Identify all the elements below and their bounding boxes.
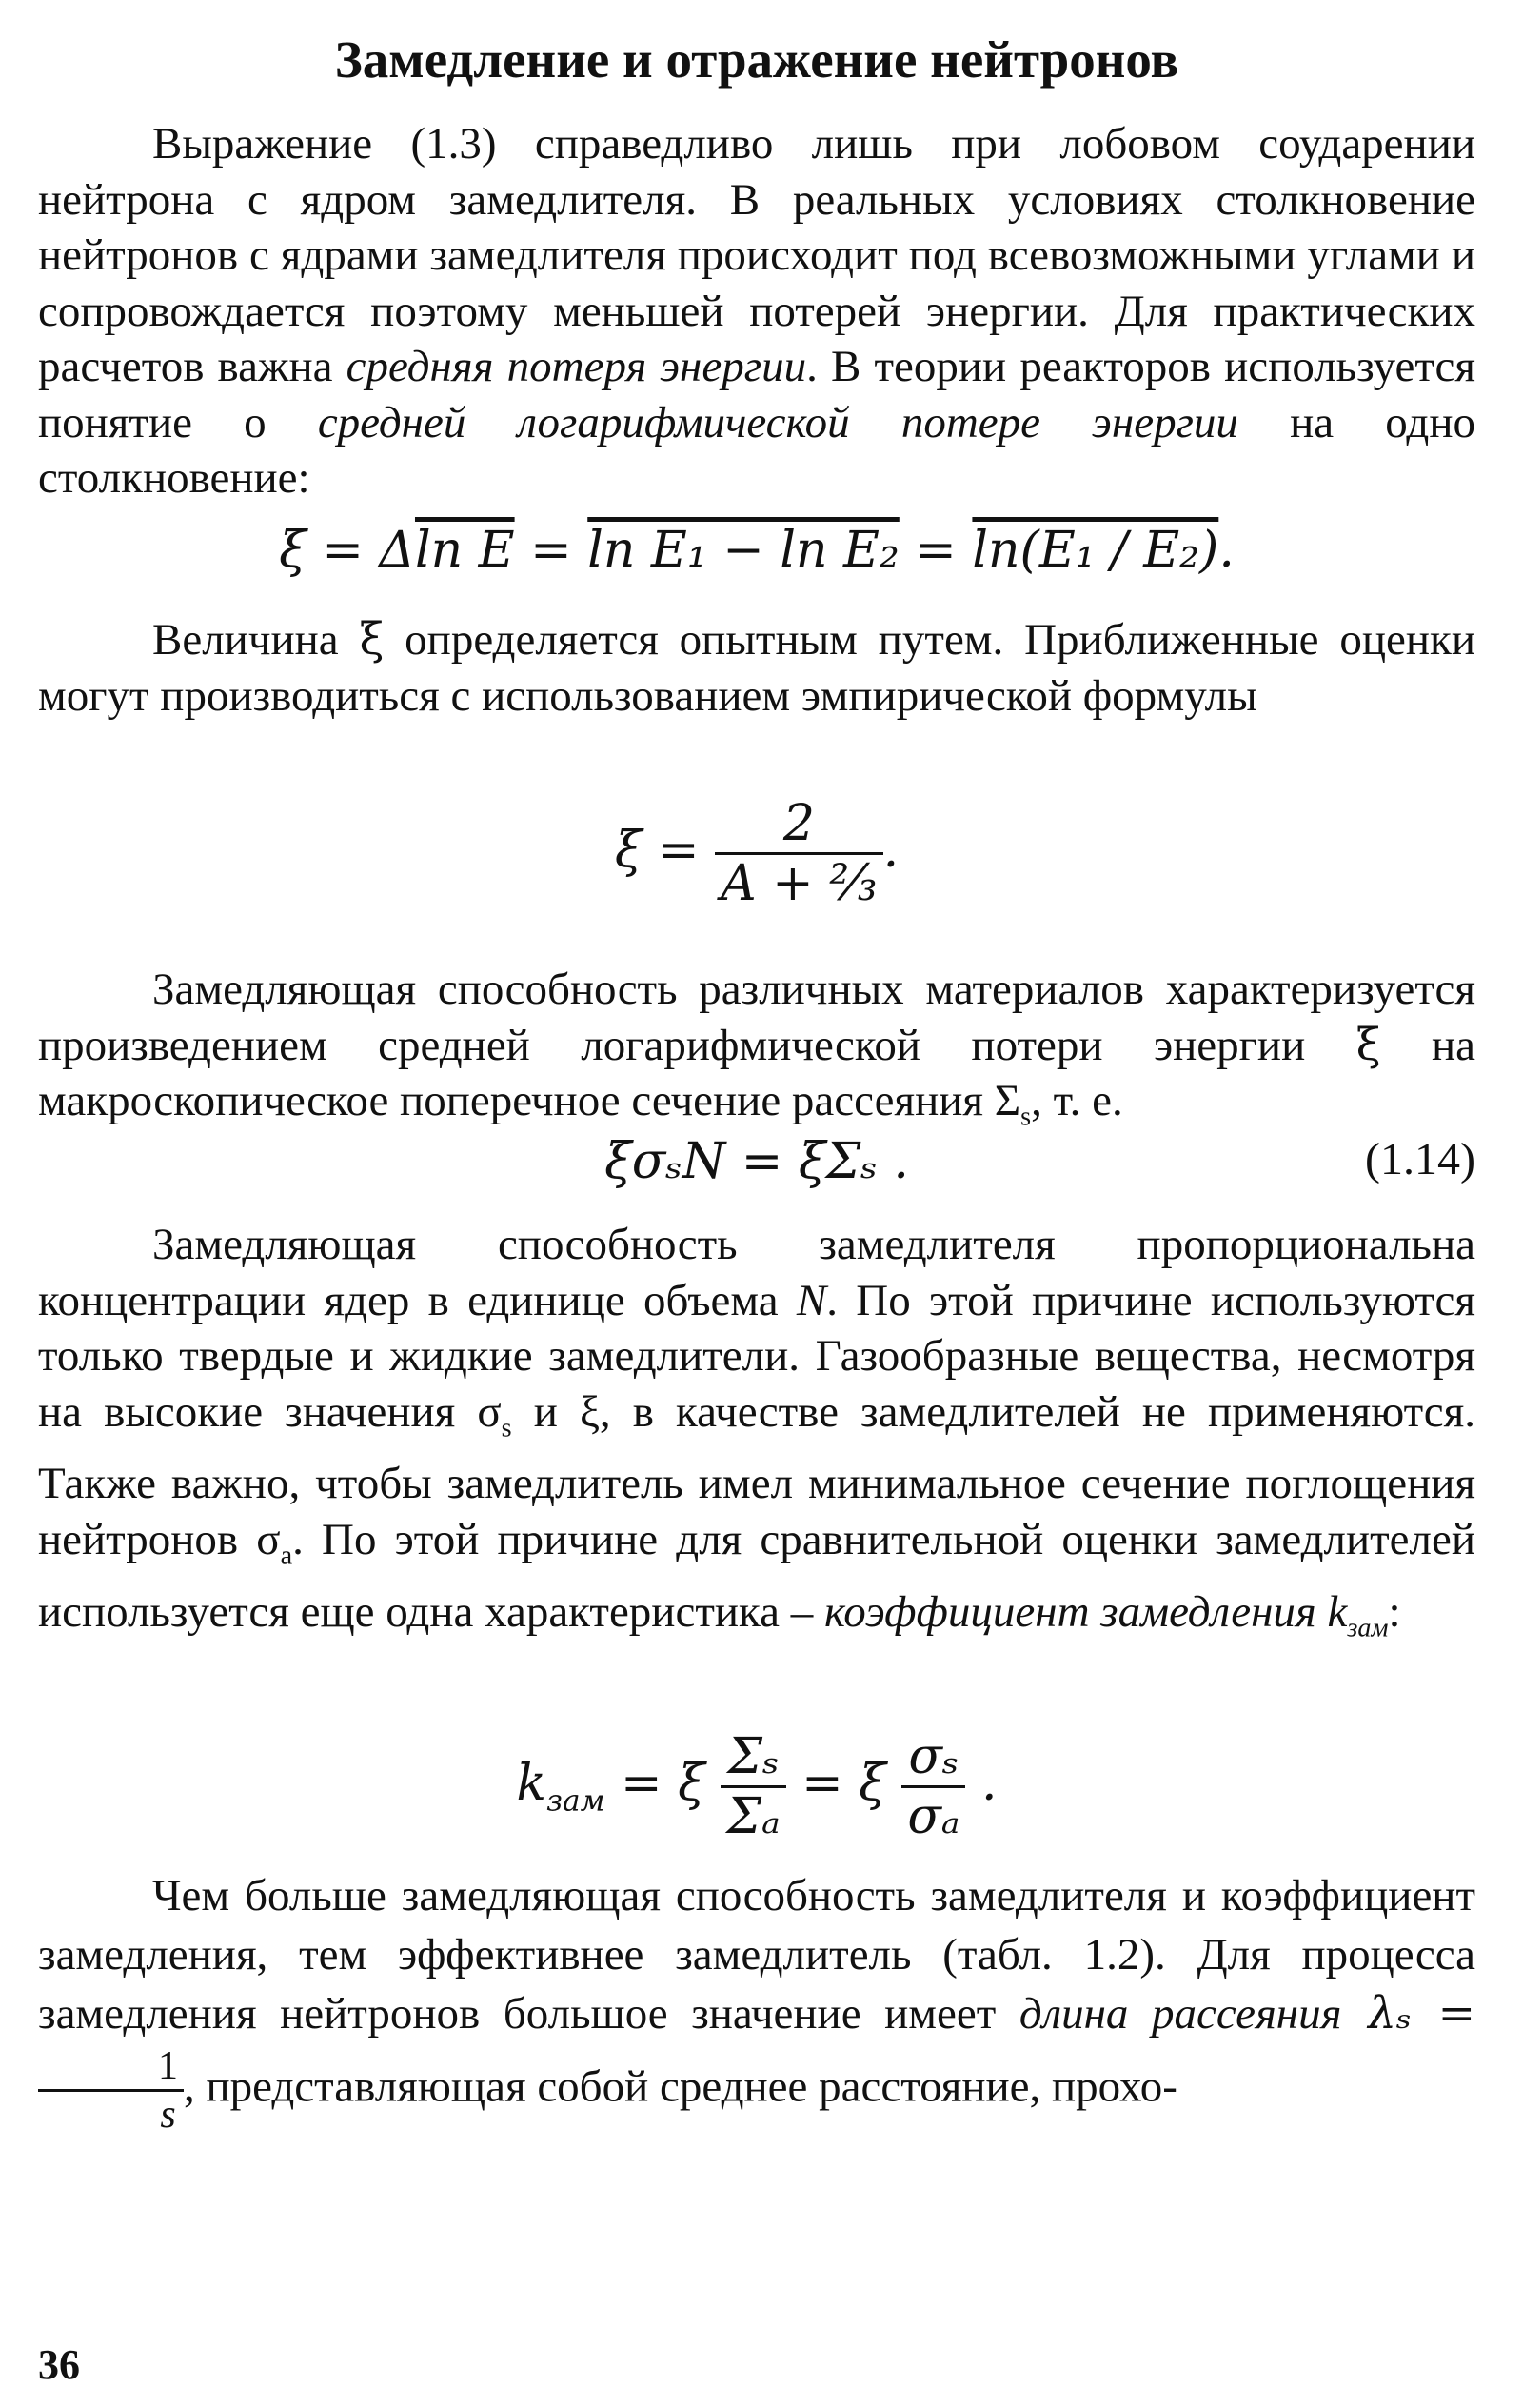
eq2-denominator: A + ²⁄₃ (721, 855, 878, 912)
eq4-num-1: Σₛ (721, 1728, 785, 1788)
p4-text-d: . По этой причине для сравнительной оценки замедлителей используется еще одна характеристика – (38, 1514, 1475, 1637)
p4-text-b: . По этой причине используются только твердые и жидкие замедлители. Газообразные вещества, несмотря на высокие значения σ (38, 1275, 1475, 1437)
eq4-end: . (965, 1755, 998, 1812)
paragraph-2 (38, 612, 1475, 724)
eq3-number: (1.14) (1365, 1134, 1475, 1184)
p4-text-c: и ξ, в качестве замедлителей не применяются. Также важно, чтобы замедлитель имел минимальное сечение поглощения нейтронов σ (38, 1386, 1475, 1564)
document-page (38, 0, 1475, 2408)
eq1-term-a: ln E (414, 522, 515, 579)
eq1-equals-2: = (899, 522, 973, 579)
p5-lambda: λₛ = (1341, 1987, 1476, 2040)
eq4-lhs: k (516, 1755, 547, 1812)
p4-sub-a: a (280, 1541, 293, 1571)
p2-xi: ξ (359, 613, 385, 666)
p1-text-b: . В теории реакторов используется понятие о (38, 342, 1475, 448)
page-number: 36 (38, 2341, 80, 2388)
p3-sub-s: s (1020, 1102, 1032, 1132)
eq1-term-b: ln E₁ − ln E₂ (587, 522, 900, 579)
eq2-lhs: ξ = (614, 822, 716, 879)
p4-n: N (796, 1275, 827, 1325)
p1-text-a: Выражение (1.3) справедливо лишь при лобовом соударении нейтрона с ядром замедлителя. В реальных условиях столкновение нейтронов с ядрами замедлителя происходит под всевозможными углами и сопровождается поэтому меньшей потерей энергии. Для практических расчетов важна (38, 119, 1475, 391)
eq1-equals-1: = (514, 522, 588, 579)
paragraph-3 (38, 962, 1475, 1145)
eq4-num-2: σₛ (901, 1728, 965, 1788)
eq2-fraction (715, 795, 883, 912)
eq2-end: . (882, 822, 900, 879)
eq2-numerator: 2 (715, 795, 883, 855)
paragraph-1 (38, 116, 1475, 507)
eq1-lhs: ξ = Δ (279, 522, 415, 579)
eq4-den-2: σₐ (907, 1788, 960, 1845)
eq4-equals-1: = ξ (604, 1755, 722, 1812)
p5-fraction (38, 2043, 184, 2138)
p4-emphasis: коэффициент замедления k (824, 1586, 1348, 1637)
p5-text-a: Чем больше замедляющая способность замедлителя и коэффициент замедления, тем эффективнее замедлитель (табл. 1.2). Для процесса замедления нейтронов большое значение имеет (38, 1871, 1475, 2039)
eq4-fraction-2 (901, 1728, 965, 1845)
paragraph-5 (38, 1866, 1475, 2138)
section-title: Замедление и отражение нейтронов (334, 30, 1179, 89)
p4-text-a: Замедляющая способность замедлителя пропорциональна концентрации ядер в единице объема (38, 1220, 1475, 1325)
equation-mean-log-loss (38, 522, 1475, 579)
p2-text-a: Величина (152, 615, 360, 665)
p3-text-c: , т. е. (1031, 1076, 1123, 1125)
p4-sub-s: s (501, 1412, 512, 1443)
p3-text-b: на макроскопическое поперечное сечение рассеяния Σ (38, 1020, 1475, 1125)
eq1-term-c: ln(E₁ / E₂) (972, 522, 1219, 579)
p1-emphasis-b: средней логарифмической потере энергии (317, 397, 1238, 448)
p4-text-e: : (1388, 1586, 1401, 1637)
eq3-formula: ξσₛN = ξΣₛ . (604, 1133, 909, 1190)
p5-text-b: , представляющая собой среднее расстояние, прохо- (184, 2061, 1177, 2112)
p3-text-a: Замедляющая способность различных материалов характеризуется произведением средней логарифмической потери энергии (38, 965, 1475, 1070)
eq4-fraction-1 (721, 1728, 785, 1845)
p1-text-c: на одно столкновение: (38, 397, 1475, 503)
p5-denominator: s (160, 2093, 176, 2137)
equation-1-14 (38, 1133, 1475, 1190)
p4-sub-zam: зам (1347, 1613, 1389, 1643)
eq1-end: . (1218, 522, 1235, 579)
equation-moderation-ratio (38, 1728, 1475, 1845)
eq4-equals-2: = ξ (785, 1755, 902, 1812)
eq4-lhs-sub: зам (546, 1783, 605, 1819)
paragraph-4 (38, 1217, 1475, 1657)
p5-numerator: 1 (38, 2043, 184, 2092)
p5-emphasis-a: длина рассеяния (1019, 1989, 1342, 2039)
eq4-den-1: Σₐ (726, 1788, 781, 1845)
equation-empirical-xi (38, 795, 1475, 912)
p1-emphasis-a: средняя потеря энергии (346, 342, 807, 391)
p3-xi: ξ (1355, 1018, 1381, 1071)
p2-text-b: определяется опытным путем. Приближенные оценки могут производиться с использованием эмпирической формулы (38, 615, 1475, 721)
